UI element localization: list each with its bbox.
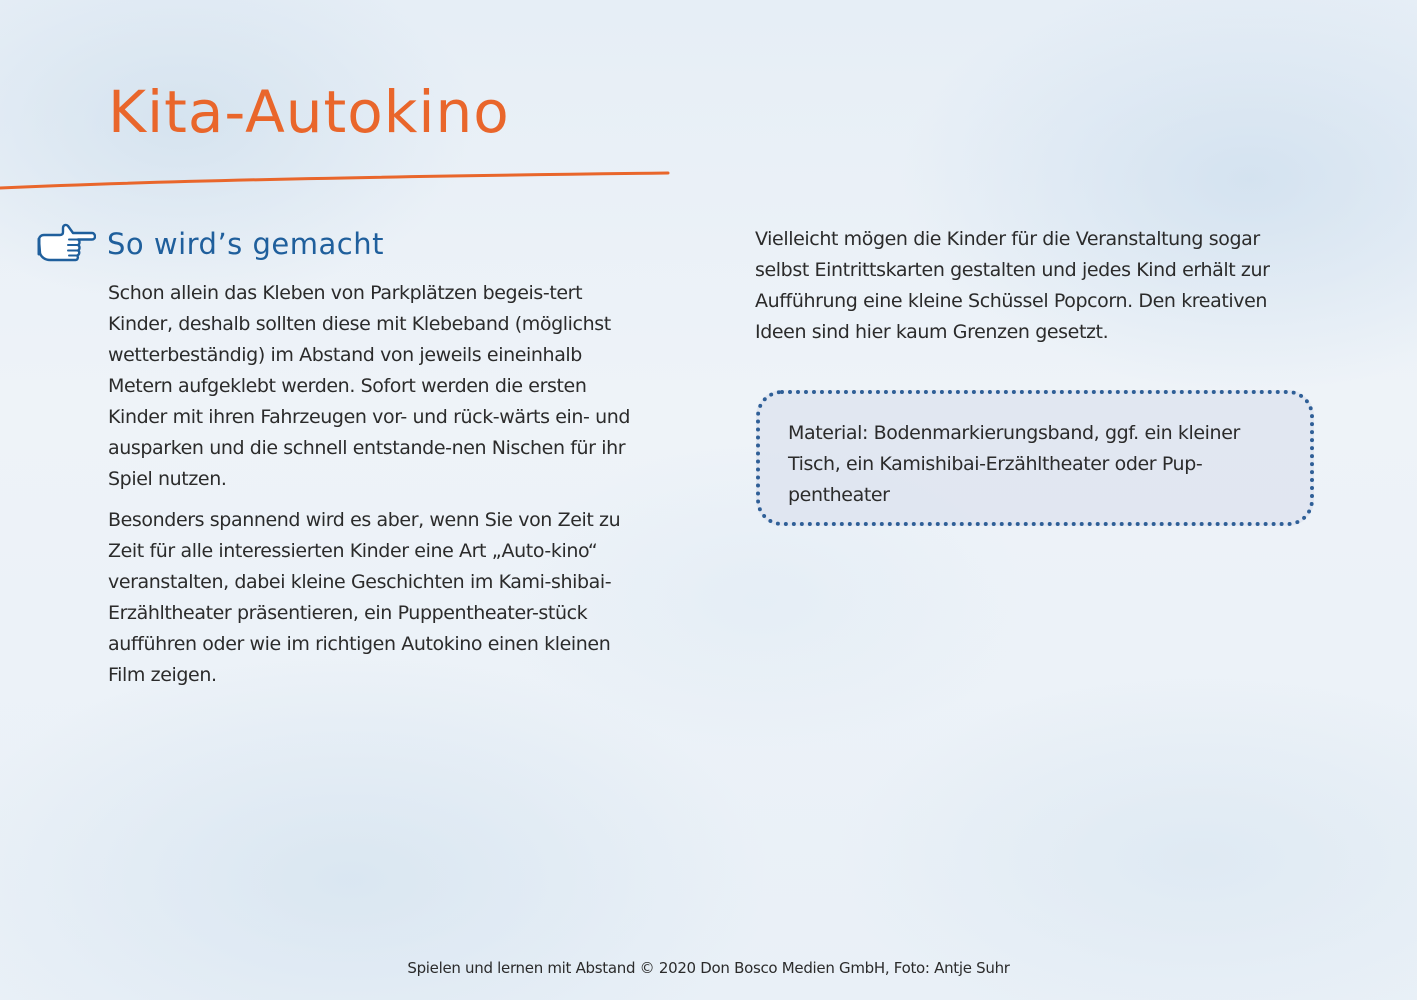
right-column	[755, 224, 1295, 348]
footer-credit: Spielen und lernen mit Abstand © 2020 Don Bosco Medien GmbH, Foto: Antje Suhr	[407, 959, 1010, 977]
body-paragraph-1: Schon allein das Kleben von Parkplätzen begeis-tert Kinder, deshalb sollten diese mit Klebeband (möglichst wetterbeständig) im Abstand von jeweils eineinhalb Metern aufgeklebt werden. Sofort werden die ersten Kinder mit ihren Fahrzeugen vor- und rück-wärts ein- und ausparken und die schnell entstande-nen Nischen für ihr Spiel nutzen.	[108, 282, 631, 490]
section-heading: So wird’s gemacht	[107, 227, 384, 261]
left-column	[108, 278, 648, 691]
material-text: Material: Bodenmarkierungsband, ggf. ein kleiner Tisch, ein Kamishibai-Erzähltheater oder Pup-pentheater	[788, 422, 1240, 506]
material-box	[756, 390, 1314, 526]
page-title: Kita-Autokino	[108, 78, 510, 146]
body-paragraph-3: Vielleicht mögen die Kinder für die Veranstaltung sogar selbst Eintrittskarten gestalten und jedes Kind erhält zur Aufführung eine kleine Schüssel Popcorn. Den kreativen Ideen sind hier kaum Grenzen gesetzt.	[755, 228, 1270, 343]
body-paragraph-2: Besonders spannend wird es aber, wenn Sie von Zeit zu Zeit für alle interessierten Kinder eine Art „Auto-kino“ veranstalten, dabei kleine Geschichten im Kami-shibai-Erzähltheater präsentieren, ein Puppentheater-stück aufführen oder wie im richtigen Autokino einen kleinen Film zeigen.	[108, 509, 621, 686]
pointing-hand-icon	[36, 222, 96, 266]
title-underline	[0, 168, 670, 194]
section-header	[36, 222, 384, 266]
